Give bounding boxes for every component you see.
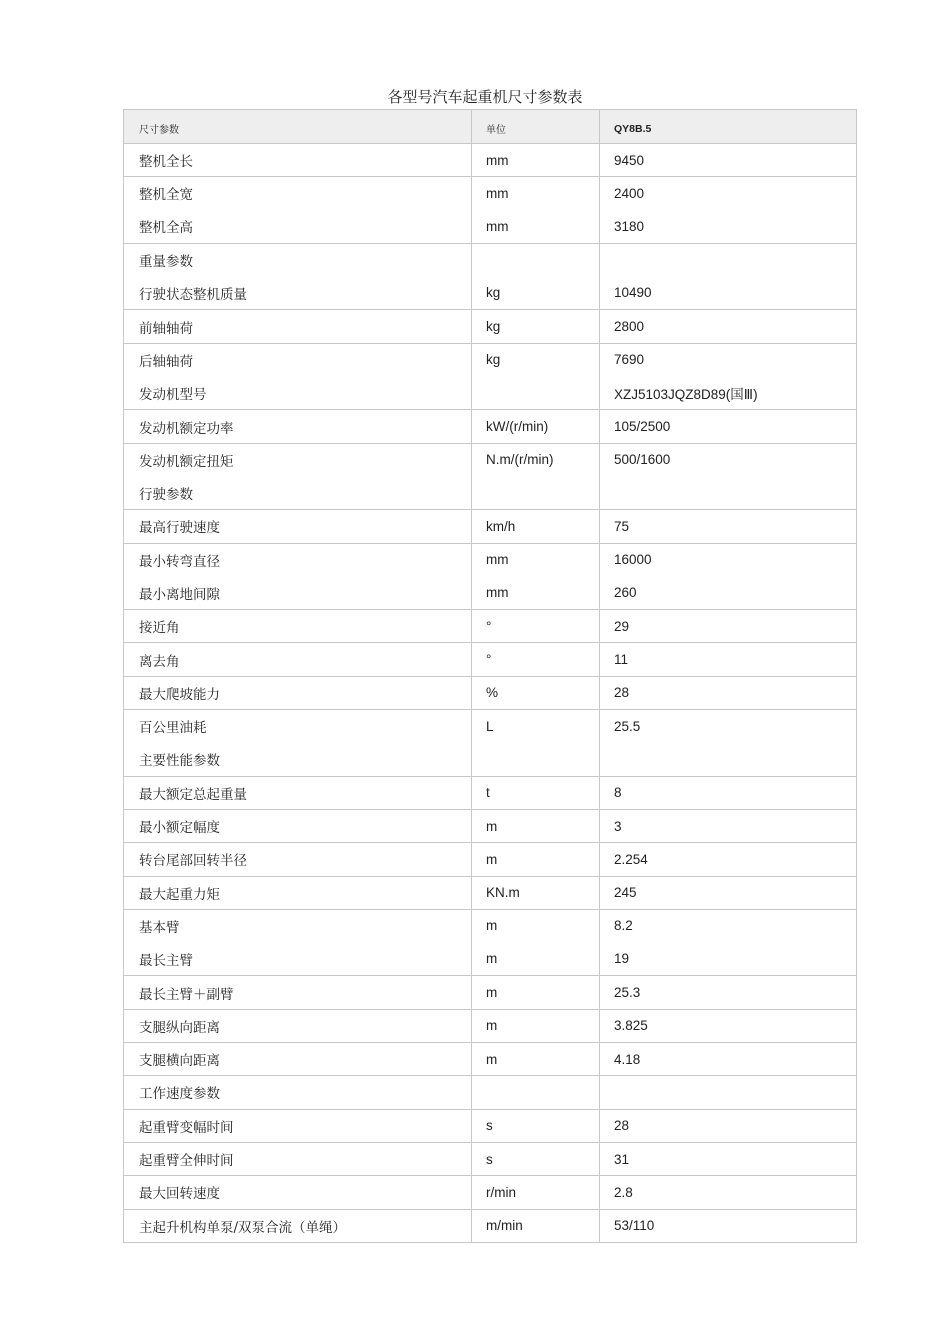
header-model: QY8B.5	[614, 122, 652, 135]
row-value: 4.18	[614, 1051, 641, 1067]
table-row	[124, 676, 856, 709]
row-param: 离去角	[124, 643, 472, 675]
row-param: 整机全高	[124, 210, 472, 243]
row-unit: mm	[472, 576, 600, 609]
row-param: 重量参数	[124, 244, 472, 276]
row-value: 31	[614, 1151, 630, 1167]
row-value: 53/110	[614, 1218, 655, 1234]
row-unit: mm	[472, 177, 600, 209]
header-param: 尺寸参数	[124, 110, 472, 143]
row-unit: N.m/(r/min)	[472, 444, 600, 476]
row-value	[600, 742, 854, 775]
row-param: 接近角	[124, 610, 472, 642]
row-value: 16000	[614, 552, 652, 568]
row-unit: KN.m	[472, 877, 600, 909]
row-value: 2400	[614, 185, 645, 201]
table-header-row	[124, 110, 856, 143]
row-value: 28	[614, 685, 630, 701]
row-unit: °	[472, 643, 600, 675]
table-body	[124, 143, 856, 1242]
row-param: 支腿纵向距离	[124, 1010, 472, 1042]
row-value: 28	[614, 1118, 630, 1134]
row-param: 基本臂	[124, 910, 472, 942]
spec-table	[123, 109, 857, 1243]
row-unit: kg	[472, 344, 600, 376]
row-unit: m	[472, 942, 600, 975]
table-row	[124, 309, 856, 342]
row-value: 9450	[614, 152, 645, 168]
row-unit: m	[472, 843, 600, 875]
table-row	[124, 1142, 856, 1175]
table-row	[124, 809, 856, 842]
row-unit: m	[472, 910, 600, 942]
row-param: 转台尾部回转半径	[124, 843, 472, 875]
row-value: 8	[614, 785, 622, 801]
row-value: 19	[614, 951, 630, 967]
table-row	[124, 876, 856, 909]
row-unit	[472, 244, 600, 276]
row-value: 3180	[614, 218, 645, 234]
row-unit	[472, 376, 600, 409]
row-unit: m	[472, 810, 600, 842]
row-value: 245	[614, 885, 637, 901]
table-row	[124, 143, 856, 176]
row-param: 最高行驶速度	[124, 510, 472, 542]
table-row	[124, 243, 856, 276]
row-param: 整机全宽	[124, 177, 472, 209]
row-param: 发动机额定功率	[124, 410, 472, 442]
table-row	[124, 709, 856, 742]
row-param: 发动机额定扭矩	[124, 444, 472, 476]
row-param: 后轴轴荷	[124, 344, 472, 376]
table-row	[124, 942, 856, 975]
row-param: 最大额定总起重量	[124, 777, 472, 809]
row-param: 前轴轴荷	[124, 310, 472, 342]
table-row	[124, 609, 856, 642]
row-unit: kg	[472, 276, 600, 309]
row-unit: m	[472, 1043, 600, 1075]
row-param: 行驶状态整机质量	[124, 276, 472, 309]
row-unit: t	[472, 777, 600, 809]
row-param: 主起升机构单泵/双泵合流（单绳）	[124, 1210, 472, 1242]
table-row	[124, 776, 856, 809]
table-row	[124, 376, 856, 409]
row-unit: kW/(r/min)	[472, 410, 600, 442]
table-row	[124, 176, 856, 209]
table-row	[124, 909, 856, 942]
table-row	[124, 1175, 856, 1208]
row-value: 75	[614, 518, 630, 534]
row-param: 支腿横向距离	[124, 1043, 472, 1075]
row-unit: s	[472, 1143, 600, 1175]
row-param: 最大回转速度	[124, 1176, 472, 1208]
row-unit: r/min	[472, 1176, 600, 1208]
table-row	[124, 1075, 856, 1108]
table-row	[124, 443, 856, 476]
row-unit: mm	[472, 210, 600, 243]
row-unit: L	[472, 710, 600, 742]
row-value: XZJ5103JQZ8D89(国Ⅲ)	[614, 386, 758, 402]
row-value: 25.5	[614, 718, 641, 734]
table-row	[124, 276, 856, 309]
table-row	[124, 1009, 856, 1042]
table-row	[124, 576, 856, 609]
row-param: 最长主臂＋副臂	[124, 976, 472, 1008]
page-title: 各型号汽车起重机尺寸参数表	[387, 88, 583, 106]
row-unit	[472, 1076, 600, 1108]
row-param: 工作速度参数	[124, 1076, 472, 1108]
table-row	[124, 842, 856, 875]
row-param: 行驶参数	[124, 476, 472, 509]
row-value: 260	[614, 585, 637, 600]
table-row	[124, 1109, 856, 1142]
row-unit: m	[472, 1010, 600, 1042]
row-unit	[472, 742, 600, 775]
row-value: 3.825	[614, 1018, 648, 1034]
row-unit: m/min	[472, 1210, 600, 1242]
row-param: 最大爬坡能力	[124, 677, 472, 709]
row-param: 主要性能参数	[124, 742, 472, 775]
row-param: 最小额定幅度	[124, 810, 472, 842]
row-unit: mm	[472, 144, 600, 176]
row-value	[600, 476, 854, 509]
table-row	[124, 476, 856, 509]
row-param: 最小转弯直径	[124, 544, 472, 576]
table-row	[124, 1209, 856, 1242]
row-value: 2800	[614, 319, 645, 335]
row-value: 29	[614, 618, 630, 634]
table-row	[124, 642, 856, 675]
row-value	[600, 1076, 854, 1108]
row-unit: °	[472, 610, 600, 642]
table-row	[124, 210, 856, 243]
row-param: 百公里油耗	[124, 710, 472, 742]
row-param: 发动机型号	[124, 376, 472, 409]
row-value: 3	[614, 818, 622, 834]
table-row	[124, 975, 856, 1008]
row-param: 最小离地间隙	[124, 576, 472, 609]
row-unit: %	[472, 677, 600, 709]
table-row	[124, 1042, 856, 1075]
row-value: 11	[614, 652, 629, 668]
row-value: 500/1600	[614, 452, 671, 468]
row-unit: s	[472, 1110, 600, 1142]
row-param: 最长主臂	[124, 942, 472, 975]
table-row	[124, 742, 856, 775]
row-value: 25.3	[614, 985, 641, 1001]
row-value: 10490	[614, 285, 652, 301]
row-value: 8.2	[614, 918, 633, 934]
table-row	[124, 409, 856, 442]
row-value: 105/2500	[614, 419, 671, 435]
row-param: 起重臂变幅时间	[124, 1110, 472, 1142]
row-param: 最大起重力矩	[124, 877, 472, 909]
row-unit: mm	[472, 544, 600, 576]
row-unit: km/h	[472, 510, 600, 542]
table-row	[124, 343, 856, 376]
row-unit: m	[472, 976, 600, 1008]
table-row	[124, 509, 856, 542]
row-unit: kg	[472, 310, 600, 342]
row-param: 起重臂全伸时间	[124, 1143, 472, 1175]
row-value	[600, 244, 854, 276]
row-value: 2.254	[614, 851, 648, 867]
row-value: 7690	[614, 352, 645, 368]
row-param: 整机全长	[124, 144, 472, 176]
row-value: 2.8	[614, 1184, 633, 1200]
row-unit	[472, 476, 600, 509]
table-row	[124, 543, 856, 576]
header-unit: 单位	[472, 110, 600, 143]
